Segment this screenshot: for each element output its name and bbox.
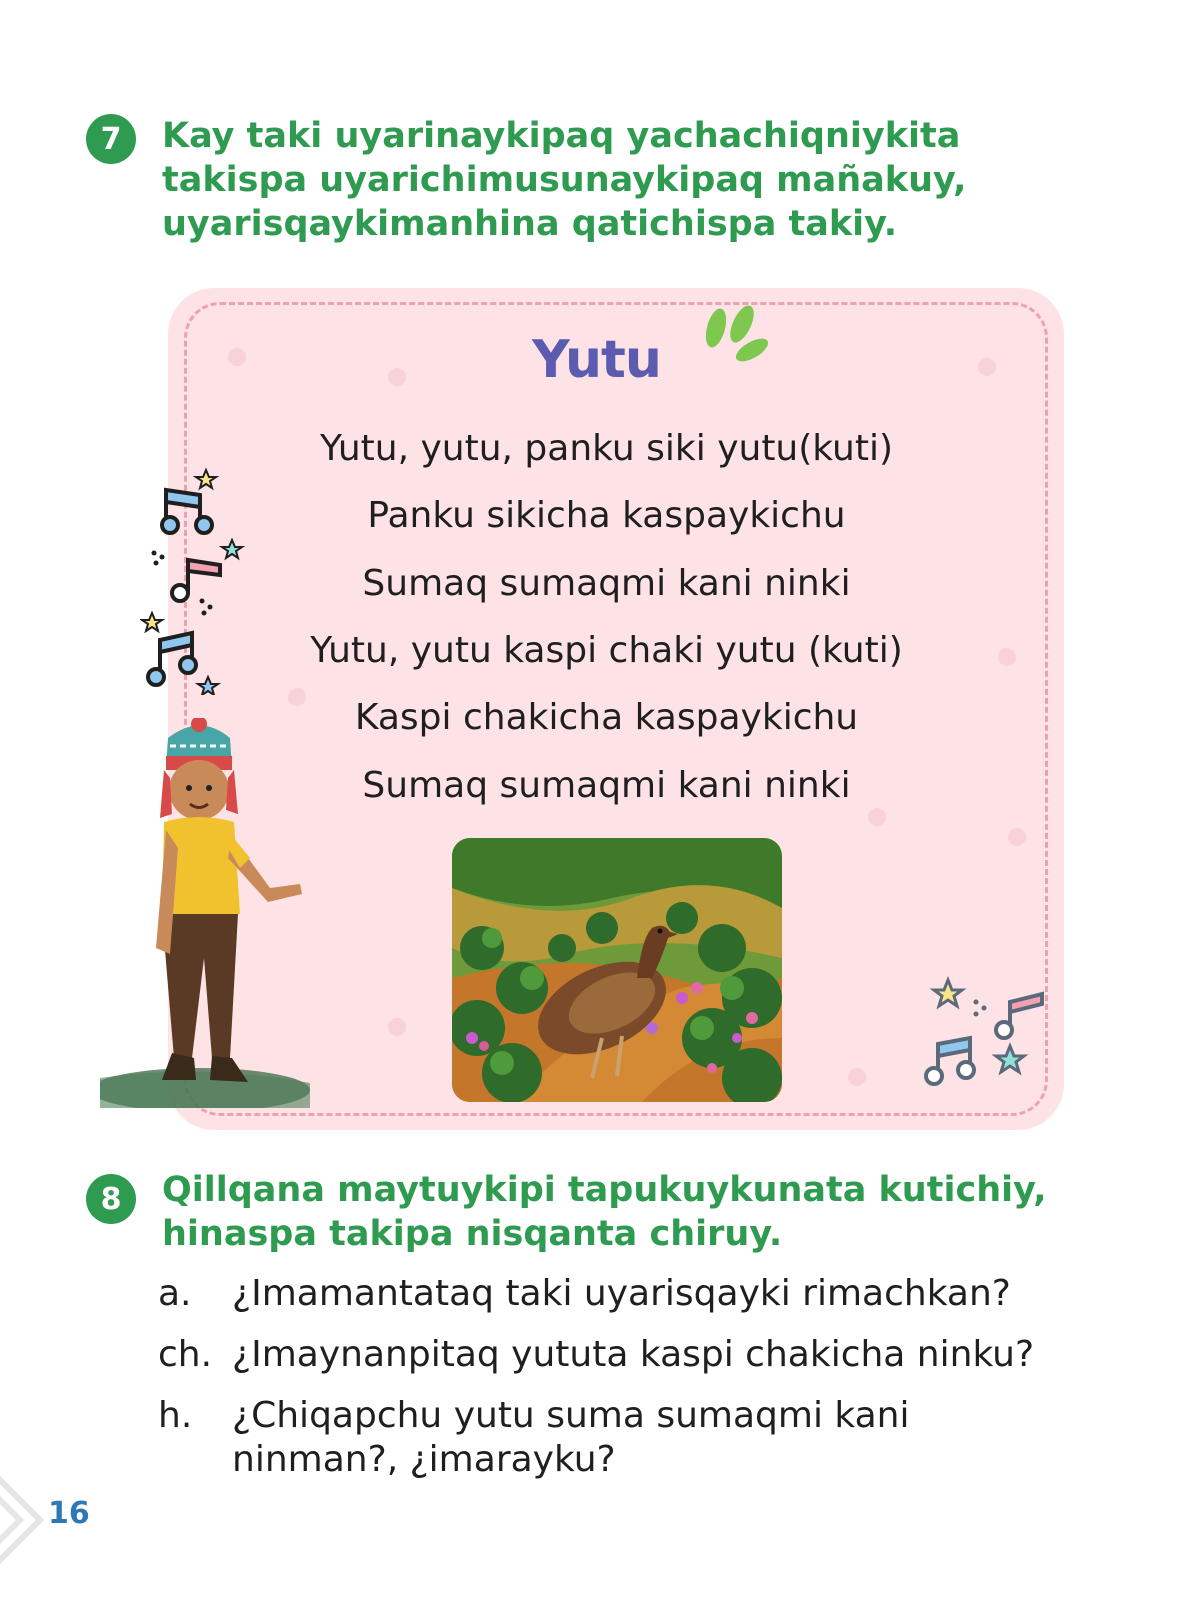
instruction-line: Qillqana maytuykipi tapukuykunata kutichiy, <box>162 1170 1047 1210</box>
decorative-dot <box>848 1068 866 1086</box>
page-number: 16 <box>48 1496 90 1531</box>
poem-verse: Panku sikicha kaspaykichu <box>367 495 846 536</box>
activity-instruction <box>162 1168 1136 1256</box>
question-text: ¿Imamantataq taki uyarisqayki rimachkan? <box>232 1273 1011 1314</box>
question-text: ¿Chiqapchu yutu suma sumaqmi kani ninman?, ¿imarayku? <box>232 1395 910 1480</box>
boy-illustration <box>100 718 320 1108</box>
question-list <box>158 1272 1138 1499</box>
question-item <box>158 1272 1138 1316</box>
poem-verse: Kaspi chakicha kaspaykichu <box>354 697 859 738</box>
poem-title: Yutu <box>532 330 661 390</box>
question-marker: h. <box>158 1395 193 1436</box>
poem-verse: Sumaq sumaqmi kani ninki <box>362 563 851 604</box>
instruction-line: takispa uyarichimusunaykipaq mañakuy, <box>162 160 967 200</box>
question-marker: ch. <box>158 1334 213 1375</box>
question-item <box>158 1394 1138 1482</box>
instruction-line: hinaspa takipa nisqanta chiruy. <box>162 1214 783 1254</box>
poem-verse: Yutu, yutu kaspi chaki yutu (kuti) <box>310 630 903 671</box>
decorative-dot <box>388 1018 406 1036</box>
music-notes-icon <box>918 972 1048 1092</box>
partridge-illustration <box>452 838 782 1102</box>
activity-7 <box>86 110 1136 250</box>
decorative-dot <box>868 808 886 826</box>
question-marker: a. <box>158 1273 192 1314</box>
question-text: ¿Imaynanpitaq yututa kaspi chakicha ninku? <box>232 1334 1035 1375</box>
instruction-line: uyarisqaykimanhina qatichispa takiy. <box>162 204 898 244</box>
poem-verse: Sumaq sumaqmi kani ninki <box>362 765 851 806</box>
activity-number-badge: 8 <box>86 1174 136 1224</box>
decorative-dot <box>1008 828 1026 846</box>
corner-pattern-icon <box>0 1470 50 1610</box>
music-notes-icon <box>140 465 250 695</box>
question-item <box>158 1333 1138 1377</box>
poem-verse: Yutu, yutu, panku siki yutu(kuti) <box>319 428 894 469</box>
activity-number-badge: 7 <box>86 114 136 164</box>
instruction-line: Kay taki uyarinaykipaq yachachiqniykita <box>162 116 961 156</box>
activity-instruction <box>162 114 1136 246</box>
